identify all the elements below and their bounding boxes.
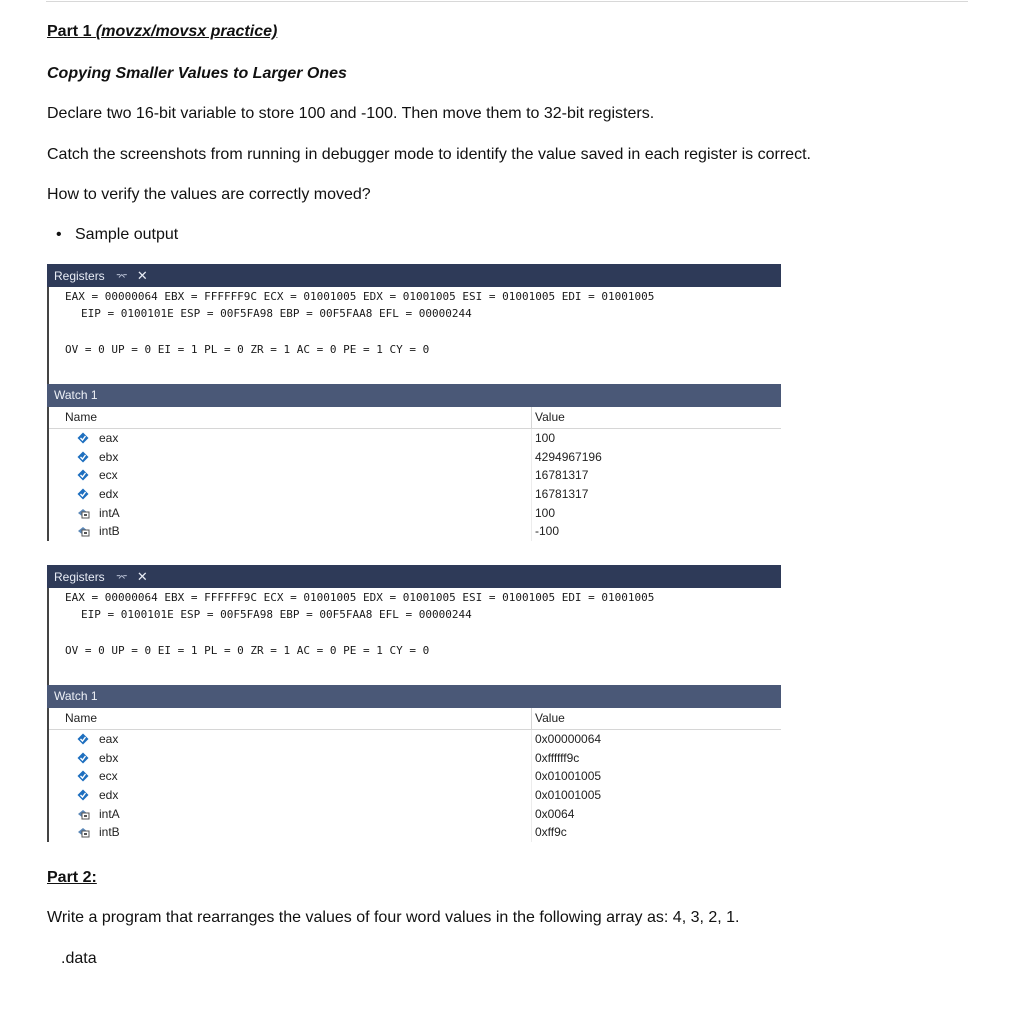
watch-row-name: eax bbox=[99, 431, 119, 445]
watch-tab-bar bbox=[47, 685, 781, 708]
name-column-header[interactable]: Name bbox=[65, 410, 98, 424]
variable-icon bbox=[77, 507, 89, 519]
watch-row[interactable] bbox=[49, 767, 781, 786]
variable-icon bbox=[77, 525, 89, 537]
flags-line: OV = 0 UP = 0 EI = 1 PL = 0 ZR = 1 AC = 0 PE = 1 CY = 0 bbox=[65, 343, 430, 356]
watch-row-name: intB bbox=[99, 825, 120, 840]
registers-tab[interactable]: Registers bbox=[54, 570, 105, 584]
part1-paragraph-1: Declare two 16-bit variable to store 100 and -100. Then move them to 32-bit registers. bbox=[47, 105, 655, 122]
watch-row-name: ecx bbox=[99, 468, 118, 483]
registers-line-2: EIP = 0100101E ESP = 00F5FA98 EBP = 00F5FAA8 EFL = 00000244 bbox=[81, 608, 472, 621]
watch-row[interactable] bbox=[49, 522, 781, 541]
watch-row-name: eax bbox=[99, 732, 119, 746]
register-icon bbox=[77, 789, 89, 801]
variable-icon bbox=[77, 826, 89, 838]
pin-icon[interactable]: ⌤ bbox=[116, 272, 128, 283]
watch-row-value: 0x0064 bbox=[535, 806, 575, 821]
watch-row-value: 100 bbox=[535, 431, 556, 445]
part2-title: Part 2: bbox=[47, 869, 97, 886]
watch-row[interactable] bbox=[49, 429, 781, 448]
register-icon bbox=[77, 770, 89, 782]
part1-subheading: Copying Smaller Values to Larger Ones bbox=[47, 65, 347, 82]
debugger-screenshot-2 bbox=[47, 565, 781, 842]
watch-column-headers bbox=[49, 708, 781, 730]
watch-row-value: 16781317 bbox=[535, 468, 589, 483]
part1-title-paren: (movzx/movsx practice) bbox=[95, 23, 278, 40]
sample-output-bullet bbox=[56, 226, 178, 244]
watch-window bbox=[47, 708, 781, 842]
watch-rows bbox=[49, 429, 781, 541]
watch-row-value: 0x00000064 bbox=[535, 732, 602, 746]
watch-row-name: intA bbox=[99, 505, 120, 520]
data-section-label: .data bbox=[61, 950, 97, 967]
close-icon[interactable]: ✕ bbox=[136, 569, 148, 584]
top-divider bbox=[46, 1, 968, 2]
watch-row[interactable] bbox=[49, 730, 781, 749]
watch-row-name: edx bbox=[99, 788, 119, 803]
watch-row-value: 0xffffff9c bbox=[535, 750, 580, 765]
register-icon bbox=[77, 488, 89, 500]
close-icon[interactable]: ✕ bbox=[136, 268, 148, 283]
variable-icon bbox=[77, 808, 89, 820]
bullet-dot: • bbox=[56, 226, 62, 243]
part2-paragraph: Write a program that rearranges the values of four word values in the following array as: 4, 3, 2, 1. bbox=[47, 909, 740, 926]
watch-row-value: 4294967196 bbox=[535, 449, 602, 464]
pin-icon[interactable]: ⌤ bbox=[116, 573, 128, 584]
part1-paragraph-2: Catch the screenshots from running in debugger mode to identify the value saved in each register is correct. bbox=[47, 146, 811, 163]
part1-title-prefix: Part 1 bbox=[47, 23, 96, 40]
registers-window bbox=[47, 287, 781, 384]
registers-tab-bar bbox=[47, 565, 781, 588]
register-icon bbox=[77, 733, 89, 745]
watch-row-value: 0x01001005 bbox=[535, 788, 602, 803]
flags-line: OV = 0 UP = 0 EI = 1 PL = 0 ZR = 1 AC = 0 PE = 1 CY = 0 bbox=[65, 644, 430, 657]
watch-row-value: 0xff9c bbox=[535, 825, 567, 840]
watch-row[interactable] bbox=[49, 504, 781, 523]
watch-tab-bar bbox=[47, 384, 781, 407]
watch-row[interactable] bbox=[49, 485, 781, 504]
watch-row[interactable] bbox=[49, 466, 781, 485]
registers-line-1: EAX = 00000064 EBX = FFFFFF9C ECX = 01001005 EDX = 01001005 ESI = 01001005 EDI = 01001005 bbox=[65, 290, 655, 303]
watch-row-value: -100 bbox=[535, 524, 560, 539]
watch-row[interactable] bbox=[49, 823, 781, 842]
watch-row-value: 16781317 bbox=[535, 487, 589, 502]
watch-row-name: ebx bbox=[99, 750, 119, 765]
registers-tab-bar bbox=[47, 264, 781, 287]
watch-row-name: edx bbox=[99, 487, 119, 502]
watch-column-headers bbox=[49, 407, 781, 429]
watch-row-name: ecx bbox=[99, 769, 118, 784]
watch-window bbox=[47, 407, 781, 541]
watch-row[interactable] bbox=[49, 448, 781, 467]
bullet-text: Sample output bbox=[75, 226, 179, 243]
watch-row[interactable] bbox=[49, 786, 781, 805]
watch-row[interactable] bbox=[49, 749, 781, 768]
watch-row-value: 0x01001005 bbox=[535, 769, 602, 784]
registers-window bbox=[47, 588, 781, 685]
watch-tab[interactable]: Watch 1 bbox=[54, 689, 98, 703]
watch-tab[interactable]: Watch 1 bbox=[54, 388, 98, 402]
watch-row-value: 100 bbox=[535, 505, 556, 520]
watch-rows bbox=[49, 730, 781, 842]
watch-row-name: intB bbox=[99, 524, 120, 539]
watch-row-name: ebx bbox=[99, 449, 119, 464]
register-icon bbox=[77, 469, 89, 481]
watch-row[interactable] bbox=[49, 805, 781, 824]
part1-title bbox=[47, 23, 277, 41]
value-column-header[interactable]: Value bbox=[535, 410, 565, 424]
name-column-header[interactable]: Name bbox=[65, 711, 98, 725]
part1-paragraph-3: How to verify the values are correctly moved? bbox=[47, 186, 371, 203]
value-column-header[interactable]: Value bbox=[535, 711, 565, 725]
registers-line-2: EIP = 0100101E ESP = 00F5FA98 EBP = 00F5FAA8 EFL = 00000244 bbox=[81, 307, 472, 320]
register-icon bbox=[77, 451, 89, 463]
debugger-screenshot-1 bbox=[47, 264, 781, 541]
registers-line-1: EAX = 00000064 EBX = FFFFFF9C ECX = 01001005 EDX = 01001005 ESI = 01001005 EDI = 01001005 bbox=[65, 591, 655, 604]
register-icon bbox=[77, 752, 89, 764]
registers-tab[interactable]: Registers bbox=[54, 269, 105, 283]
register-icon bbox=[77, 432, 89, 444]
watch-row-name: intA bbox=[99, 806, 120, 821]
